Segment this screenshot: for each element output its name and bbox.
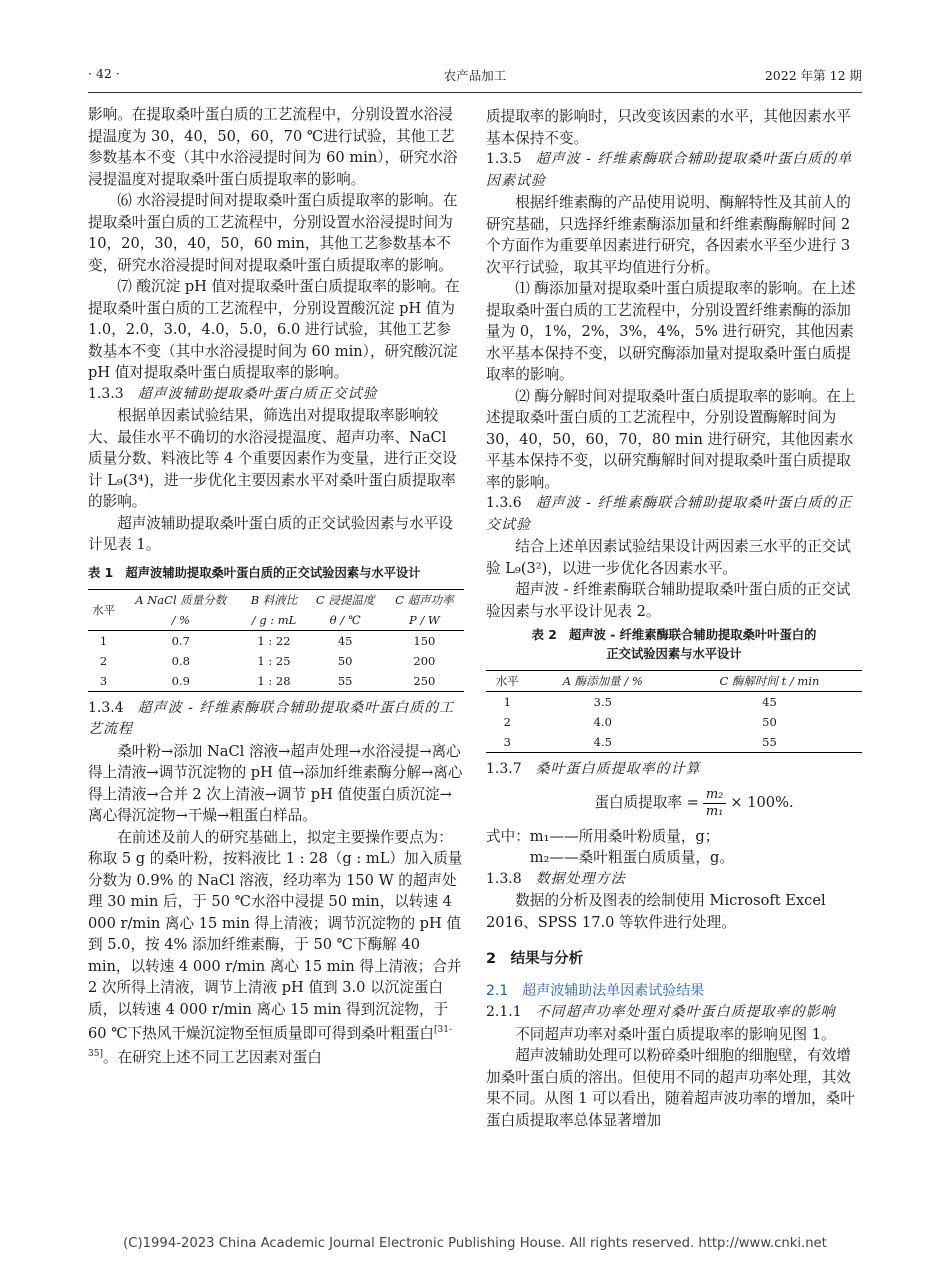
table-header: B 料液比 (250, 592, 298, 607)
table1 (88, 589, 464, 692)
paragraph: 影响。在提取桑叶蛋白质的工艺流程中，分别设置水浴浸提温度为 30，40，50，60，70 ℃进行试验，其他工艺参数基本不变（其中水浴浸提时间为 60 min），研究水浴浸提温度对提取桑叶蛋白质提取率的影响。 (88, 106, 458, 188)
paragraph: 超声波 - 纤维素酶联合辅助提取桑叶蛋白质的正交试验因素与水平设计见表 2。 (486, 581, 851, 620)
table-row: 2 4.0 50 (503, 715, 777, 729)
paragraph: 质提取率的影响时，只改变该因素的水平，其他因素水平基本保持不变。 (486, 108, 851, 147)
section-heading: 1.3.6 超声波 - 纤维素酶联合辅助提取桑叶蛋白质的正交试验 (486, 495, 853, 533)
table1-caption: 表 1 超声波辅助提取桑叶蛋白质的正交试验因素与水平设计 (88, 565, 421, 580)
citation: [31-35] (88, 1025, 453, 1060)
paragraph: 结合上述单因素试验结果设计两因素三水平的正交试验 L₉(3²)，以进一步优化各因素水平。 (486, 538, 851, 577)
section-heading: 2.1.1 不同超声功率处理对桑叶蛋白质提取率的影响 (486, 1004, 836, 1020)
table-header: A 酶添加量 / % (529, 671, 677, 692)
section-heading: 1.3.3 超声波辅助提取桑叶蛋白质正交试验 (88, 385, 378, 402)
section-heading: 1.3.8 数据处理方法 (486, 870, 626, 887)
paragraph: 在前述及前人的研究基础上，拟定主要操作要点为：称取 5 g 的桑叶粉，按料液比 1 : 28（g : mL）加入质量分数为 0.9% 的 NaCl 溶液，经功率为 150 W 的超声处理 30 min 后，于 50 ℃水浴中浸提 50 min，以转速 4 000 r/min 离心 15 min 得上清液；调节沉淀物的 pH 值到 5.0，按 4% 添加纤维素酶，于 50 ℃下酶解 40 min，以转速 4 000 r/min 离心 15 min 得上清液；合并 2 次所得上清液，调节上清液 pH 值到 3.0 以沉淀蛋白质，以转速 4 000 r/min 离心 15 min 得到沉淀物，于 60 ℃下热风干燥沉淀物至恒质量即可得到桑叶粗蛋白[31-35]。在研究上述不同工艺因素对蛋白 (88, 828, 463, 1067)
paragraph: ⑵ 酶分解时间对提取桑叶蛋白质提取率的影响。在上述提取桑叶蛋白质的工艺流程中，分别设置酶解时间为 30，40，50，60，70，80 min 进行研究，其他因素水平基本保持不变，以研究酶解时间对提取桑叶蛋白质提取率的影响。 (486, 387, 856, 491)
table-header: C 酶解时间 t / min (677, 671, 862, 692)
paragraph: 桑叶粉→添加 NaCl 溶液→超声处理→水浴浸提→离心得上清液→调节沉淀物的 pH 值→添加纤维素酶分解→离心得上清液→合并 2 次上清液→调节 pH 值使蛋白质沉淀→离心得沉淀物→干燥→粗蛋白样品。 (88, 742, 463, 824)
table-header: A NaCl 质量分数 (135, 592, 227, 607)
table-unit: / % (119, 610, 242, 631)
table-row: 1 0.7 1 : 22 45 150 (99, 633, 436, 648)
paragraph: 根据纤维素酶的产品使用说明、酶解特性及其前人的研究基础，只选择纤维素酶添加量和纤维素酶酶解时间 2 个方面作为重要单因素进行研究，各因素水平至少进行 3 次平行试验，取其平均值进行分析。 (486, 194, 851, 276)
chapter-heading: 2 结果与分析 (486, 951, 584, 967)
right-column (486, 106, 862, 1131)
journal-name: 农产品加工 (443, 68, 507, 83)
table-row: 3 4.5 55 (503, 735, 777, 749)
left-column (88, 104, 464, 1069)
paragraph: ⑴ 酶添加量对提取桑叶蛋白质提取率的影响。在上述提取桑叶蛋白质的工艺流程中，分别设置纤维素酶的添加量为 0，1%，2%，3%，4%，5% 进行研究，其他因素水平基本保持不变，以研究酶添加量对提取桑叶蛋白质提取率的影响。 (486, 280, 856, 383)
subsection-heading: 2.1 超声波辅助法单因素试验结果 (486, 982, 705, 999)
table-corner: 水平 (88, 589, 119, 630)
table-unit: P / W (385, 610, 464, 631)
table-row: 3 0.9 1 : 28 55 250 (99, 673, 436, 688)
table2-caption: 表 2 超声波 - 纤维素酶联合辅助提取桑叶叶蛋白的 正交试验因素与水平设计 (531, 628, 817, 661)
section-heading: 1.3.7 桑叶蛋白质提取率的计算 (486, 761, 701, 777)
paragraph: 数据的分析及图表的绘制使用 Microsoft Excel 2016、SPSS 17.0 等软件进行处理。 (486, 892, 826, 931)
table-unit: / g : mL (242, 610, 305, 631)
paragraph: 超声波辅助处理可以粉碎桑叶细胞的细胞壁，有效增加桑叶蛋白质的溶出。但使用不同的超声功率处理，其效果不同。从图 1 可以看出，随着超声波功率的增加，桑叶蛋白质提取率总体显著增加 (486, 1047, 855, 1129)
paragraph: 根据单因素试验结果，筛选出对提取提取率影响较大、最佳水平不确切的水浴浸提温度、超声功率、NaCl 质量分数、料液比等 4 个重要因素作为变量，进行正交设计 L₉(3⁴)，进一步优化主要因素水平对桑叶蛋白质提取率的影响。 (88, 407, 457, 510)
issue-label: 2022 年第 12 期 (764, 68, 862, 83)
table-header: C 超声功率 (395, 592, 454, 607)
copyright-footer: (C)1994-2023 China Academic Journal Electronic Publishing House. All rights reserved. http://www.cnki.net (123, 1236, 827, 1251)
paragraph: 不同超声功率对桑叶蛋白质提取率的影响见图 1。 (515, 1025, 836, 1043)
table-unit: θ / ℃ (306, 610, 385, 631)
table-header: C 浸提温度 (315, 592, 375, 607)
header-rule (88, 92, 862, 93)
formula-legend: m₂——桑叶粗蛋白质质量，g。 (529, 849, 734, 866)
extraction-rate-formula: 蛋白质提取率 = $\frac{\text{m₂}}{\text{m₁}}$ × 100%. (594, 786, 794, 819)
paragraph: 超声波辅助提取桑叶蛋白质的正交试验因素与水平设计见表 1。 (88, 514, 453, 553)
page-number: · 42 · (88, 66, 120, 81)
table-header: 水平 (486, 671, 529, 692)
formula-legend: 式中：m₁——所用桑叶粉质量，g； (486, 827, 720, 845)
table2 (486, 670, 862, 753)
section-heading: 1.3.5 超声波 - 纤维素酶联合辅助提取桑叶蛋白质的单因素试验 (486, 151, 853, 189)
section-heading: 1.3.4 超声波 - 纤维素酶联合辅助提取桑叶蛋白质的工艺流程 (88, 699, 455, 737)
paragraph: ⑺ 酸沉淀 pH 值对提取桑叶蛋白质提取率的影响。在提取桑叶蛋白质的工艺流程中，分别设置酸沉淀 pH 值为 1.0，2.0，3.0，4.0，5.0，6.0 进行试验，其他工艺参数基本不变（其中水浴浸提时间为 60 min），研究酸沉淀 pH 值对提取桑叶蛋白质提取率的影响。 (88, 278, 460, 381)
paragraph: ⑹ 水浴浸提时间对提取桑叶蛋白质提取率的影响。在提取桑叶蛋白质的工艺流程中，分别设置水浴浸提时间为 10，20，30，40，50，60 min，其他工艺参数基本不变，研究水浴浸提时间对提取桑叶蛋白质提取率的影响。 (88, 192, 458, 274)
table-row: 1 3.5 45 (503, 695, 777, 709)
table-row: 2 0.8 1 : 25 50 200 (99, 653, 436, 668)
